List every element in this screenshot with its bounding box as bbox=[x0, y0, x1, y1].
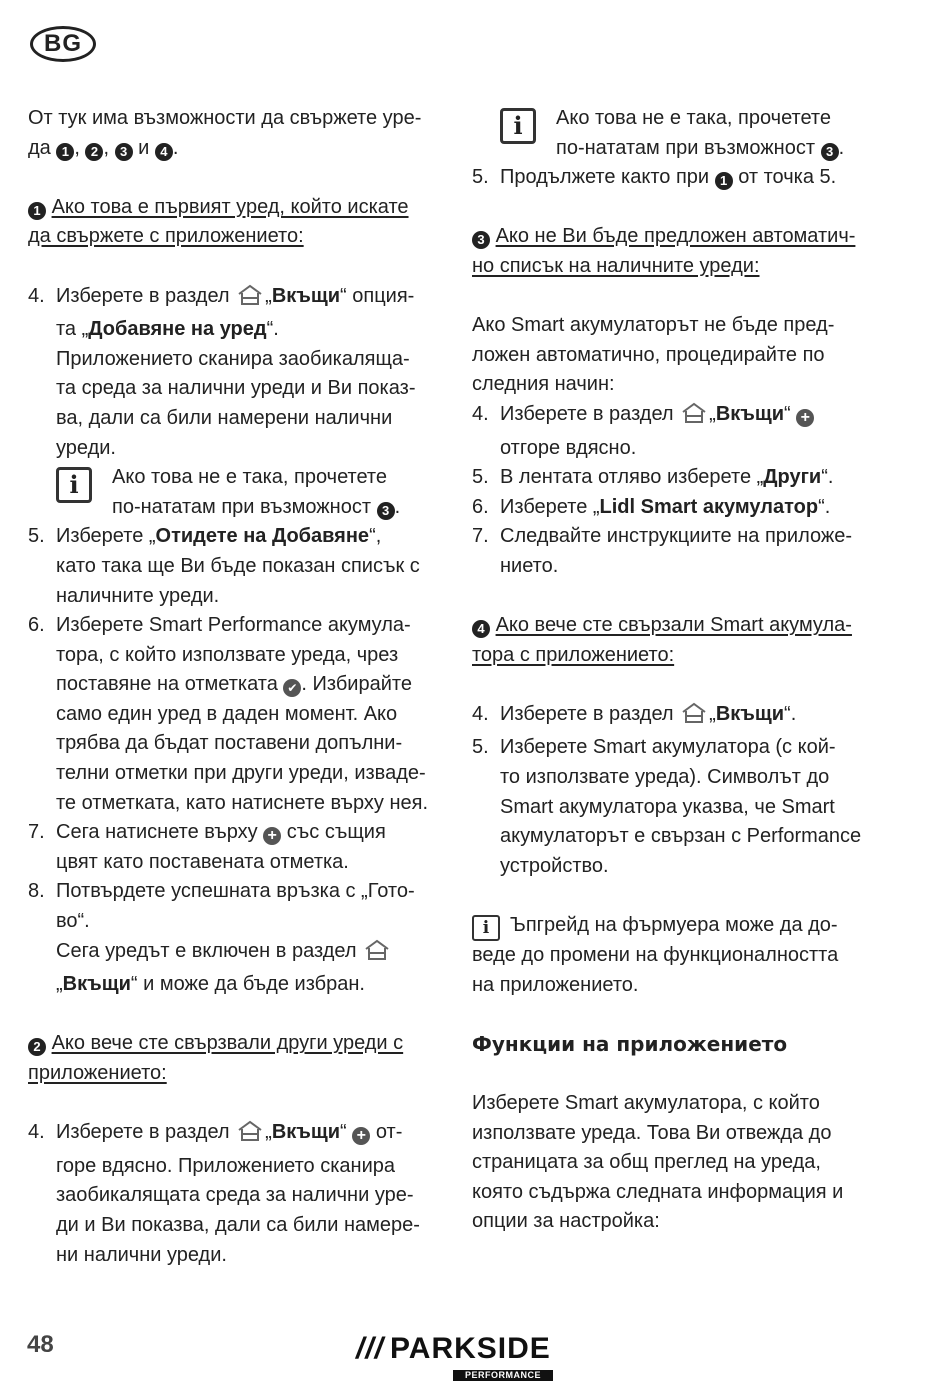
number-1-icon: 1 bbox=[715, 172, 733, 190]
step-1-7: 7. Сега натиснете върху + със същия цвят като поставената отметка. bbox=[28, 821, 386, 873]
step-1-4: 4. Изберете в раздел „Вкъщи“ опция- та „Добавяне на уред“. Приложението сканира заобикаляща- та среда за налични уреди и Ви показ- ва, дали са били намерени налични уреди. bbox=[28, 284, 416, 459]
info-note-2: i Ако това не е така, прочетете по-нататам при възможност 3 . bbox=[472, 104, 892, 163]
plus-icon: + bbox=[263, 827, 281, 845]
section-2-heading: 2 Ако вече сте свързвали други уреди с приложението: bbox=[28, 1032, 404, 1084]
section-heading-app-functions: Функции на приложението bbox=[472, 1031, 788, 1056]
number-3-icon: 3 bbox=[821, 143, 839, 161]
info-note-3: i Ъпгрейд на фърмуера може да до- веде до промени на функционалността на приложението. bbox=[472, 914, 839, 996]
right-column bbox=[472, 104, 892, 1237]
info-icon: i bbox=[56, 467, 92, 503]
section-4-heading: 4 Ако вече сте свързали Smart акумула- тора с приложението: bbox=[472, 614, 852, 666]
step-3-6: 6. Изберете „Lidl Smart акумулатор“. bbox=[472, 495, 831, 518]
number-4-icon: 4 bbox=[472, 620, 490, 638]
step-4-5: 5. Изберете Smart акумулатора (с кой- то използвате уреда). Символът до Smart акумулатора указва, че Smart акумулаторът е свързан с Performance устройство. bbox=[472, 736, 862, 877]
plus-icon: + bbox=[796, 409, 814, 427]
info-note-1: i Ако това не е така, прочетете по-нататам при възможност 3 . bbox=[56, 463, 448, 522]
number-3-icon: 3 bbox=[377, 502, 395, 520]
intro-paragraph: От тук има възможности да свържете уре- да 1 , 2 , 3 и 4 . bbox=[28, 107, 422, 159]
number-2-icon: 2 bbox=[85, 143, 103, 161]
step-4-4: 4. Изберете в раздел „Вкъщи“. bbox=[472, 700, 892, 734]
number-1-icon: 1 bbox=[56, 143, 74, 161]
step-2-5: 5. Продължете както при 1 от точка 5. bbox=[472, 166, 837, 189]
number-1-icon: 1 bbox=[28, 202, 46, 220]
section-1-heading: 1 Ако това е първият уред, който искате да свържете с приложението: bbox=[28, 195, 409, 248]
section-3-intro: Ако Smart акумулаторът не бъде пред- ложен автоматично, процедирайте по следния начин: bbox=[472, 314, 835, 396]
plus-icon: + bbox=[352, 1127, 370, 1145]
number-2-icon: 2 bbox=[28, 1038, 46, 1056]
step-2-4: 4. Изберете в раздел „Вкъщи“ + от- горе вдясно. Приложението сканира заобикалящата среда за налични уре- ди и Ви показва, дали са били намере- ни налични уреди. bbox=[28, 1121, 420, 1266]
number-3-icon: 3 bbox=[115, 143, 133, 161]
info-icon: i bbox=[472, 915, 500, 941]
left-column bbox=[28, 104, 448, 1270]
parkside-logo: /// PARKSIDE PERFORMANCE bbox=[356, 1332, 551, 1366]
step-1-5: 5. Изберете „Отидете на Добавяне“, като така ще Ви бъде показан списък с наличните уреди. bbox=[28, 525, 420, 607]
home-icon bbox=[681, 402, 707, 434]
language-badge: BG bbox=[30, 26, 96, 62]
step-3-5: 5. В лентата отляво изберете „Други“. bbox=[472, 466, 834, 489]
page-number: 48 bbox=[27, 1331, 54, 1358]
step-3-7: 7. Следвайте инструкциите на приложе- нието. bbox=[472, 525, 853, 577]
number-3-icon: 3 bbox=[472, 231, 490, 249]
number-4-icon: 4 bbox=[155, 143, 173, 161]
step-3-4: 4. Изберете в раздел „Вкъщи“ + отгоре вдясно. bbox=[472, 400, 892, 463]
home-icon bbox=[237, 1120, 263, 1152]
step-1-6: 6. Изберете Smart Performance акумула- тора, с който използвате уреда, чрез поставяне на отметката ✔ . Избирайте само един уред в даден момент. Ако трябва да бъдат поставени допълни- телни отметки при други уреди, изваде- те отметката, като натиснете върху нея. bbox=[28, 614, 429, 814]
section-3-heading: 3 Ако не Ви бъде предложен автоматич- но списък на наличните уреди: bbox=[472, 225, 856, 277]
logo-subtitle: PERFORMANCE bbox=[453, 1370, 553, 1381]
step-1-8: 8. Потвърдете успешната връзка с „Гото- во“. Сега уредът е включен в раздел „Вкъщи“ и може да бъде избран. bbox=[28, 880, 415, 996]
outro-paragraph: Изберете Smart акумулатора, с който използвате уреда. Това Ви отвежда до страницата за общ преглед на уреда, която съдържа следната информация и опции за настройка: bbox=[472, 1092, 844, 1233]
checkmark-icon: ✔ bbox=[283, 679, 301, 697]
home-icon bbox=[681, 702, 707, 734]
home-icon bbox=[237, 284, 263, 316]
home-icon bbox=[364, 939, 390, 971]
info-icon: i bbox=[500, 108, 536, 144]
